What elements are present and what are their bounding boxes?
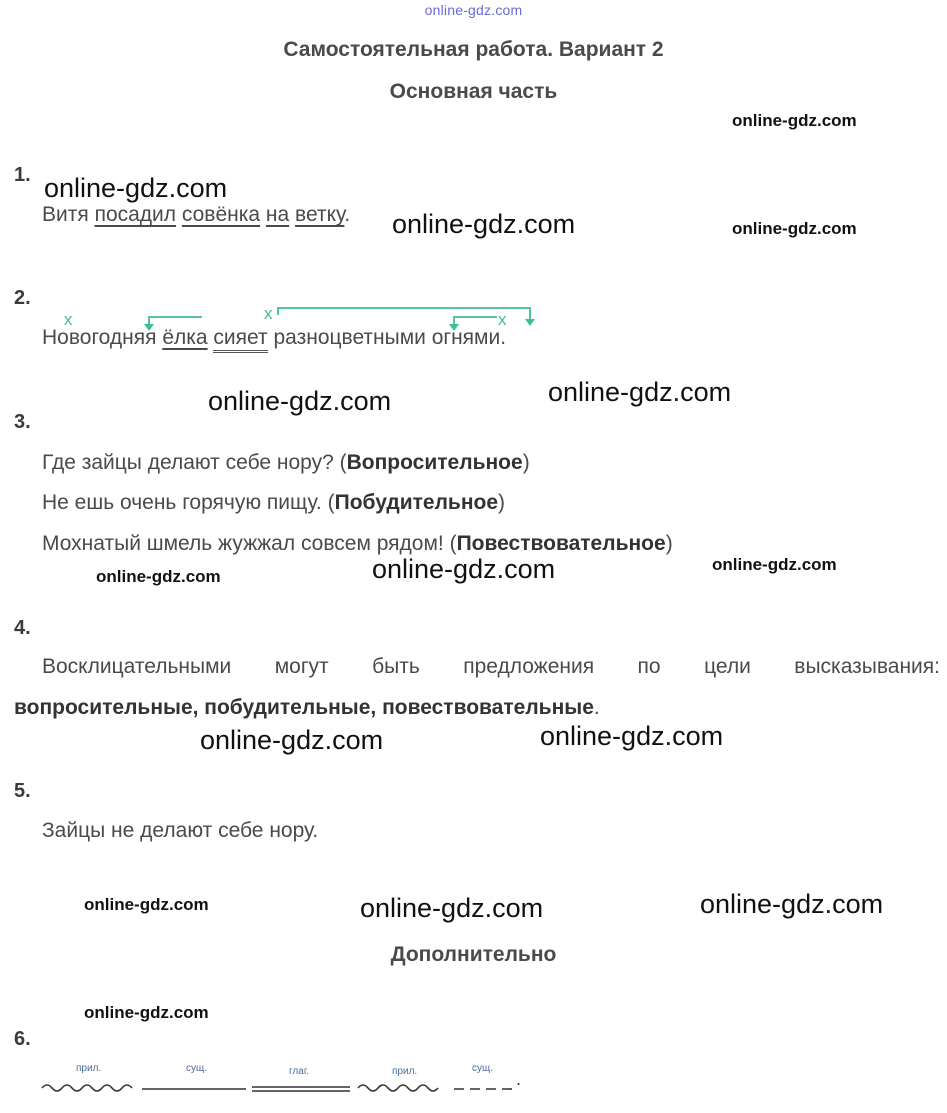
omitted-mark: х <box>264 304 273 323</box>
task-number: 3. <box>14 411 31 433</box>
sentence: Не ешь очень горячую пищу. ( <box>42 491 335 514</box>
pos-label: сущ. <box>472 1063 494 1074</box>
watermark-text: online-gdz.com <box>84 895 209 914</box>
task-number: 2. <box>14 287 31 309</box>
sentence-end: . <box>593 696 600 719</box>
word: Новогодняя <box>42 326 157 349</box>
word: Витя <box>42 203 89 226</box>
wavy-underline-icon <box>42 1085 132 1091</box>
pos-label: сущ. <box>186 1063 208 1074</box>
watermark-text: online-gdz.com <box>96 567 221 586</box>
watermark-text: online-gdz.com <box>732 111 857 130</box>
watermark-text: online-gdz.com <box>372 554 556 584</box>
omitted-mark: х <box>64 310 73 329</box>
paren-close: ) <box>665 532 673 555</box>
pos-label: прил. <box>392 1066 418 1077</box>
task3-line <box>42 532 673 556</box>
task3-line <box>42 451 530 475</box>
watermark-text: online-gdz.com <box>540 721 724 751</box>
wavy-underline-icon <box>358 1085 438 1091</box>
watermark-text: online-gdz.com <box>200 725 384 755</box>
task2-sentence <box>42 326 506 350</box>
top-watermark: online-gdz.com <box>424 2 523 18</box>
sentence-end: . <box>344 203 351 226</box>
task4-line1: Восклицательными могут быть предложения по цели высказывания: <box>42 655 940 678</box>
task-number: 5. <box>14 780 31 802</box>
watermark-text: online-gdz.com <box>392 209 576 239</box>
sentence-end: . <box>516 1069 522 1089</box>
task4-line2 <box>14 696 600 720</box>
answer-bold: вопросительные, побудительные, повествовательные <box>14 696 594 719</box>
answer-bold: Побудительное <box>334 491 499 514</box>
task3-line <box>42 491 505 515</box>
paren-close: ) <box>498 491 506 514</box>
watermark-text: online-gdz.com <box>732 219 857 238</box>
word-underlined: совёнка <box>181 203 261 226</box>
omitted-mark: х <box>498 310 507 329</box>
watermark-text: online-gdz.com <box>700 889 884 919</box>
word: разноцветными огнями. <box>273 326 507 349</box>
word-underlined: на <box>265 203 290 226</box>
paren-close: ) <box>522 451 530 474</box>
task-number: 4. <box>14 617 31 639</box>
sentence: Где зайцы делают себе нору? ( <box>42 451 347 474</box>
task-number: 6. <box>14 1028 31 1050</box>
sentence: Мохнатый шмель жужжал совсем рядом! ( <box>42 532 457 555</box>
task-number: 1. <box>14 164 31 186</box>
answer-bold: Повествовательное <box>456 532 666 555</box>
subject-word: ёлка <box>162 326 208 349</box>
watermark-text: online-gdz.com <box>44 173 228 203</box>
watermark-text: online-gdz.com <box>84 1003 209 1022</box>
watermark-text: online-gdz.com <box>712 555 837 574</box>
section-title-extra: Дополнительно <box>390 943 557 966</box>
watermark-text: online-gdz.com <box>208 386 392 416</box>
watermark-text: online-gdz.com <box>548 377 732 407</box>
task1-sentence <box>42 203 350 227</box>
word-underlined: посадил <box>94 203 177 226</box>
pos-label: глаг. <box>289 1066 310 1077</box>
word-underlined: ветку <box>295 203 345 226</box>
predicate-word: сияет <box>213 326 267 353</box>
page-title: Самостоятельная работа. Вариант 2 <box>283 38 664 61</box>
answer-bold: Вопросительное <box>346 451 523 474</box>
pos-label: прил. <box>76 1063 102 1074</box>
task5-sentence: Зайцы не делают себе нору. <box>42 819 319 842</box>
sentence-scheme <box>40 1078 530 1098</box>
section-title-main: Основная часть <box>389 80 558 103</box>
watermark-text: online-gdz.com <box>360 893 544 923</box>
